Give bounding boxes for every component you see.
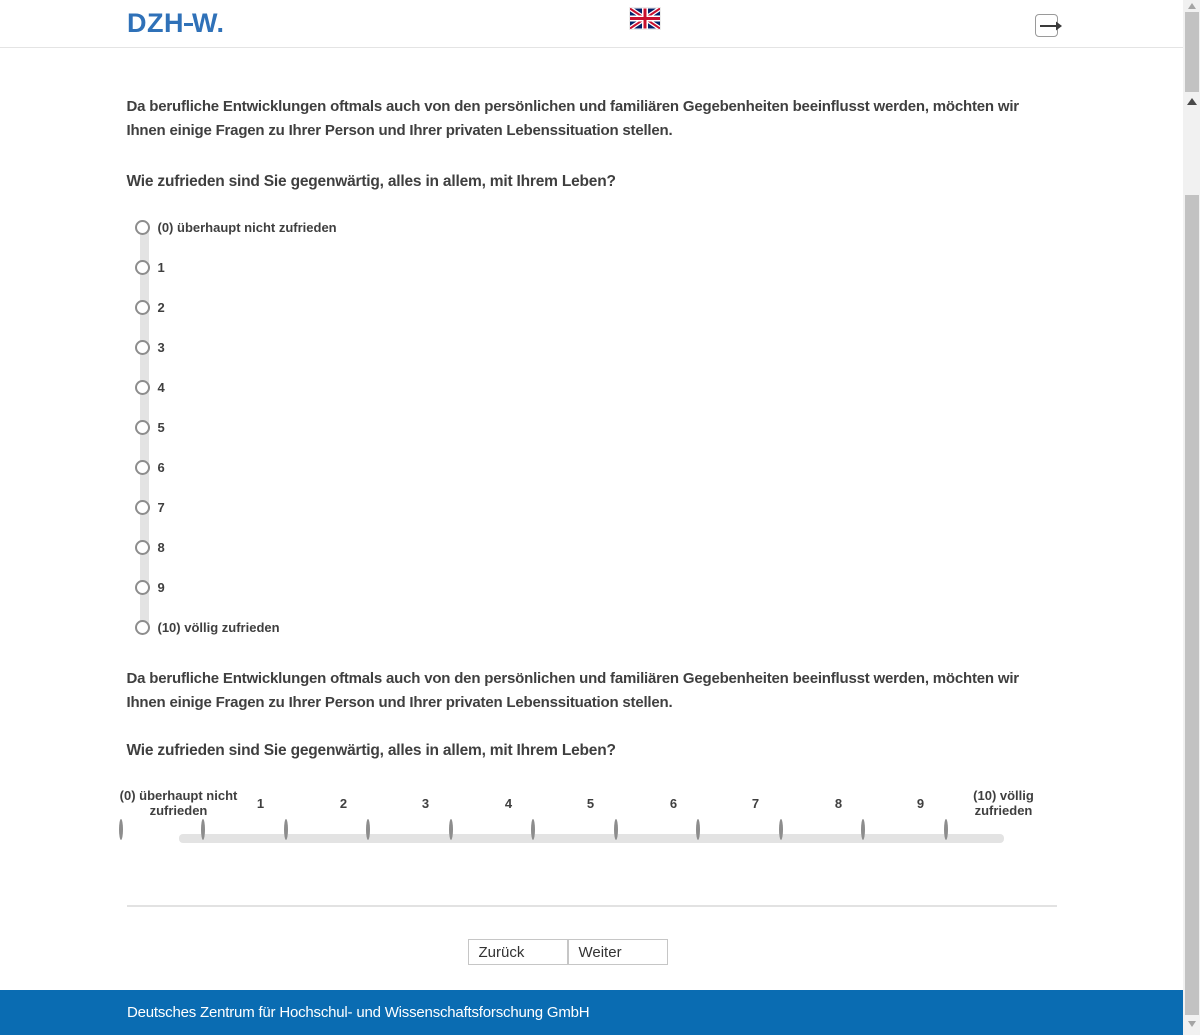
scale-option-row xyxy=(127,407,1057,447)
option-label: 3 xyxy=(421,795,430,811)
option-label: 6 xyxy=(669,795,678,811)
scrollbar-thumb-outer[interactable] xyxy=(1185,12,1199,92)
option-label: 6 xyxy=(157,459,165,475)
option-label: (10) völlig zufrieden xyxy=(157,619,280,635)
content-area xyxy=(0,48,1183,965)
scale-option-cell xyxy=(944,785,1064,839)
arrow-right-icon xyxy=(1039,20,1063,32)
radio-option-1[interactable] xyxy=(135,260,150,275)
option-label: 9 xyxy=(916,795,925,811)
radio-option-9[interactable] xyxy=(861,819,865,840)
dzhw-logo xyxy=(127,8,225,39)
exit-survey-button[interactable] xyxy=(1035,14,1058,37)
option-label: 8 xyxy=(157,539,165,555)
option-label: 1 xyxy=(157,259,165,275)
uk-flag-icon[interactable] xyxy=(630,8,660,29)
option-label: 4 xyxy=(504,795,513,811)
option-label: 2 xyxy=(339,795,348,811)
scale-option-row xyxy=(127,527,1057,567)
next-button[interactable]: Weiter xyxy=(568,939,668,965)
scale-option-row xyxy=(127,367,1057,407)
option-label: 7 xyxy=(751,795,760,811)
scrollbar[interactable] xyxy=(1183,0,1200,1035)
radio-option-4[interactable] xyxy=(135,380,150,395)
radio-option-5[interactable] xyxy=(531,819,535,840)
scale-option-row xyxy=(127,247,1057,287)
option-label: (0) überhaupt nicht zufrieden xyxy=(119,788,238,818)
option-label: 8 xyxy=(834,795,843,811)
section-divider xyxy=(127,905,1057,907)
radio-option-8[interactable] xyxy=(779,819,783,840)
horizontal-rating-scale xyxy=(119,785,1057,860)
radio-option-8[interactable] xyxy=(135,540,150,555)
radio-option-4[interactable] xyxy=(449,819,453,840)
option-label: 1 xyxy=(256,795,265,811)
radio-option-10[interactable] xyxy=(944,819,948,840)
scale-option-row xyxy=(127,327,1057,367)
option-label: 5 xyxy=(586,795,595,811)
back-button[interactable]: Zurück xyxy=(468,939,568,965)
radio-option-3[interactable] xyxy=(366,819,370,840)
question-text: Wie zufrieden sind Sie gegenwärtig, alles in allem, mit Ihrem Leben? xyxy=(126,173,616,190)
scrollbar-thumb-inner[interactable] xyxy=(1185,195,1199,1015)
footer-organization-text: Deutsches Zentrum für Hochschul- und Wissenschaftsforschung GmbH xyxy=(127,1004,590,1021)
option-label: 7 xyxy=(157,499,165,515)
radio-option-6[interactable] xyxy=(614,819,618,840)
radio-option-2[interactable] xyxy=(135,300,150,315)
radio-option-0[interactable] xyxy=(135,220,150,235)
option-label: 3 xyxy=(157,339,165,355)
option-label: (10) völlig zufrieden xyxy=(973,788,1034,818)
question-text: Wie zufrieden sind Sie gegenwärtig, alles in allem, mit Ihrem Leben? xyxy=(126,742,616,759)
radio-option-7[interactable] xyxy=(135,500,150,515)
scale-option-row xyxy=(127,287,1057,327)
radio-option-10[interactable] xyxy=(135,620,150,635)
scroll-down-arrow-icon[interactable] xyxy=(1188,1021,1196,1027)
scale-option-row xyxy=(127,567,1057,607)
radio-option-1[interactable] xyxy=(201,819,205,840)
intro-paragraph: Da berufliche Entwicklungen oftmals auch von den persönlichen und familiären Gegebenheiten beeinflusst werden, möchten wir Ihnen einige Fragen zu Ihrer Person und Ihrer privaten Lebenssituation stellen. xyxy=(126,670,1019,711)
radio-option-2[interactable] xyxy=(284,819,288,840)
navigation-buttons xyxy=(468,939,1057,965)
scale-option-row xyxy=(127,447,1057,487)
option-label: 5 xyxy=(157,419,165,435)
intro-paragraph: Da berufliche Entwicklungen oftmals auch von den persönlichen und familiären Gegebenheiten beeinflusst werden, möchten wir Ihnen einige Fragen zu Ihrer Person und Ihrer privaten Lebenssituation stellen. xyxy=(126,98,1019,139)
radio-option-7[interactable] xyxy=(696,819,700,840)
radio-option-9[interactable] xyxy=(135,580,150,595)
header xyxy=(0,0,1183,48)
scale-option-row xyxy=(127,487,1057,527)
option-label: 9 xyxy=(157,579,165,595)
radio-option-5[interactable] xyxy=(135,420,150,435)
option-label: (0) überhaupt nicht zufrieden xyxy=(157,219,337,235)
logo-text-prefix: DZH xyxy=(127,8,184,38)
logo-text-suffix: W. xyxy=(192,8,225,38)
scale-option-row xyxy=(127,207,1057,247)
scale-option-row xyxy=(127,607,1057,647)
radio-option-6[interactable] xyxy=(135,460,150,475)
option-label: 2 xyxy=(157,299,165,315)
radio-option-3[interactable] xyxy=(135,340,150,355)
option-label: 4 xyxy=(157,379,165,395)
scroll-up-arrow-icon[interactable] xyxy=(1188,3,1196,9)
footer xyxy=(0,990,1183,1035)
vertical-rating-scale xyxy=(127,207,1057,647)
inner-scroll-up-arrow-icon[interactable] xyxy=(1187,98,1197,105)
radio-option-0[interactable] xyxy=(119,819,123,840)
